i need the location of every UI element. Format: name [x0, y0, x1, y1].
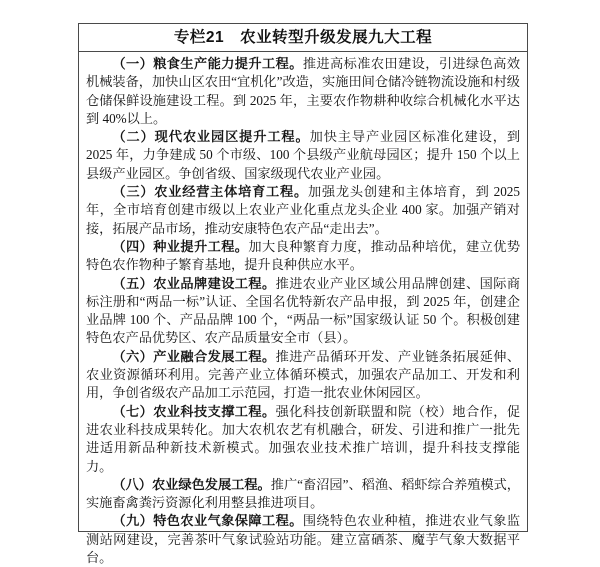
- paragraph: [86, 275, 520, 348]
- paragraph: [86, 512, 520, 567]
- paragraph-text: 推进农业产业区域公用品牌创建、国际商标注册和“两品一标”认证、全国名优特新农产品申报，到 2025 年，创建企业品牌 100 个、产品品牌 100 个，“两品一标”国家级认证 50 个。积极创建特色农产品优势区、农产品质量安全市（县）。: [86, 275, 521, 346]
- paragraph-text: 强化科技创新联盟和院（校）地合作，促进农业科技成果转化。加大农机农艺有机融合，研发、引进和推广一批先进适用新品种新技术新模式。加强农业技术推广培训，提升科技支撑能力。: [86, 403, 521, 474]
- paragraph: [86, 348, 520, 403]
- paragraph-lead: （三）农业经营主体培育工程。: [112, 184, 308, 200]
- callout-box: [78, 23, 528, 566]
- box-body: [79, 52, 527, 567]
- paragraph-lead: （二）现代农业园区提升工程。: [112, 129, 310, 145]
- paragraph-lead: （六）产业融合发展工程。: [112, 348, 276, 364]
- paragraph: [86, 403, 520, 476]
- box-title: 专栏21 农业转型升级发展九大工程: [79, 24, 527, 52]
- paragraph-lead: （九）特色农业气象保障工程。: [112, 513, 303, 529]
- paragraph-text: 加大良种繁育力度，推动品种培优，建立优势特色农作物种子繁育基地，提升良种供应水平。: [86, 238, 521, 273]
- paragraph-text: 加快主导产业园区标准化建设，到 2025 年，力争建成 50 个市级、100 个县级产业航母园区；提升 150 个以上县级产业园区。争创省级、国家级现代农业产业园。: [86, 129, 521, 181]
- paragraph-lead: （一）粮食生产能力提升工程。: [112, 56, 303, 71]
- paragraph-text: 加强龙头创建和主体培育，到 2025 年，全市培育创建市级以上农业产业化重点龙头企业 400 家。加强产销对接，拓展产品市场，推动安康特色农产品“走出去”。: [86, 184, 520, 236]
- paragraph: [86, 183, 520, 238]
- paragraph-text: 围绕特色农业种植，推进农业气象监测站网建设，完善茶叶气象试验站功能。建立富硒茶、魔芋气象大数据平台。: [86, 513, 521, 566]
- paragraph-lead: （七）农业科技支撑工程。: [112, 403, 276, 419]
- paragraph-text: 推进产品循环开发、产业链条拓展延伸、农业资源循环利用。完善产业立体循环模式，加强农产品加工、开发和利用，争创省级农产品加工示范园，打造一批农业休闲园区。: [86, 348, 521, 401]
- paragraph: [86, 238, 520, 275]
- paragraph-text: 推广“畜沼园”、稻渔、稻虾综合养殖模式，实施畜禽粪污资源化利用整县推进项目。: [86, 476, 520, 511]
- paragraph-text: 推进高标准农田建设，引进绿色高效机械装备，加快山区农田“宜机化”改造，实施田间仓储冷链物流设施和村级仓储保鲜设施建设工程。到 2025 年，主要农作物耕种收综合机械化水平达到 40%以上。: [86, 56, 521, 126]
- paragraph: [86, 55, 520, 128]
- paragraph-lead: （四）种业提升工程。: [112, 238, 249, 254]
- paragraph-lead: （八）农业绿色发展工程。: [112, 476, 271, 492]
- paragraph: [86, 128, 520, 183]
- paragraph: [86, 476, 520, 513]
- paragraph-lead: （五）农业品牌建设工程。: [112, 275, 276, 291]
